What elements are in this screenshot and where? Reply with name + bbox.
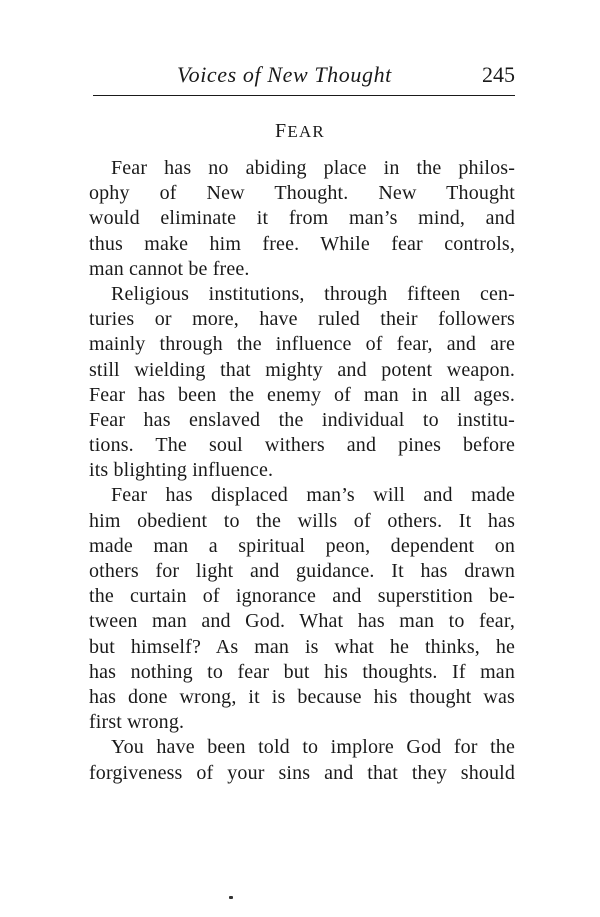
section-title-rest: EAR <box>287 122 325 141</box>
text-line: ophy of New Thought. New Thought <box>89 182 515 205</box>
text-line: mainly through the influence of fear, and are <box>89 333 515 356</box>
text-line: You have been told to implore God for the <box>111 736 515 759</box>
text-line: Fear has no abiding place in the philos- <box>111 157 515 179</box>
running-head <box>177 62 515 90</box>
running-title: Voices of New Thought <box>177 62 392 87</box>
text-line: others for light and guidance. It has drawn <box>89 560 515 582</box>
text-line: Fear has enslaved the individual to institu- <box>89 408 515 431</box>
text-line: still wielding that mighty and potent weapon. <box>89 358 515 381</box>
text-line: would eliminate it from man’s mind, and <box>89 207 515 230</box>
text-line: but himself? As man is what he thinks, he <box>89 635 515 658</box>
text-line: Fear has displaced man’s will and made <box>111 484 515 507</box>
text-line: turies or more, have ruled their followers <box>89 308 515 331</box>
text-line: its blighting influence. <box>89 459 274 482</box>
body-text <box>89 156 515 786</box>
text-line: Fear has been the enemy of man in all ages. <box>89 383 515 406</box>
section-title <box>0 120 600 143</box>
text-line: first wrong. <box>89 711 185 734</box>
text-line: forgiveness of your sins and that they should <box>89 761 515 784</box>
text-line: Religious institutions, through fifteen cen- <box>111 282 515 305</box>
text-line: has nothing to fear but his thoughts. If man <box>89 660 515 683</box>
ink-speck <box>229 896 233 899</box>
text-line: has done wrong, it is because his thought was <box>89 685 515 708</box>
text-line: tween man and God. What has man to fear, <box>89 610 515 633</box>
text-line: made man a spiritual peon, dependent on <box>89 534 515 557</box>
text-line: thus make him free. While fear controls, <box>89 232 515 255</box>
header-rule <box>93 95 515 96</box>
section-title-initial: F <box>275 120 288 142</box>
text-line: the curtain of ignorance and superstition be- <box>89 585 515 608</box>
text-line: tions. The soul withers and pines before <box>89 434 515 457</box>
text-line: man cannot be free. <box>89 257 250 280</box>
text-line: him obedient to the wills of others. It has <box>89 509 515 532</box>
page-number: 245 <box>482 62 515 87</box>
